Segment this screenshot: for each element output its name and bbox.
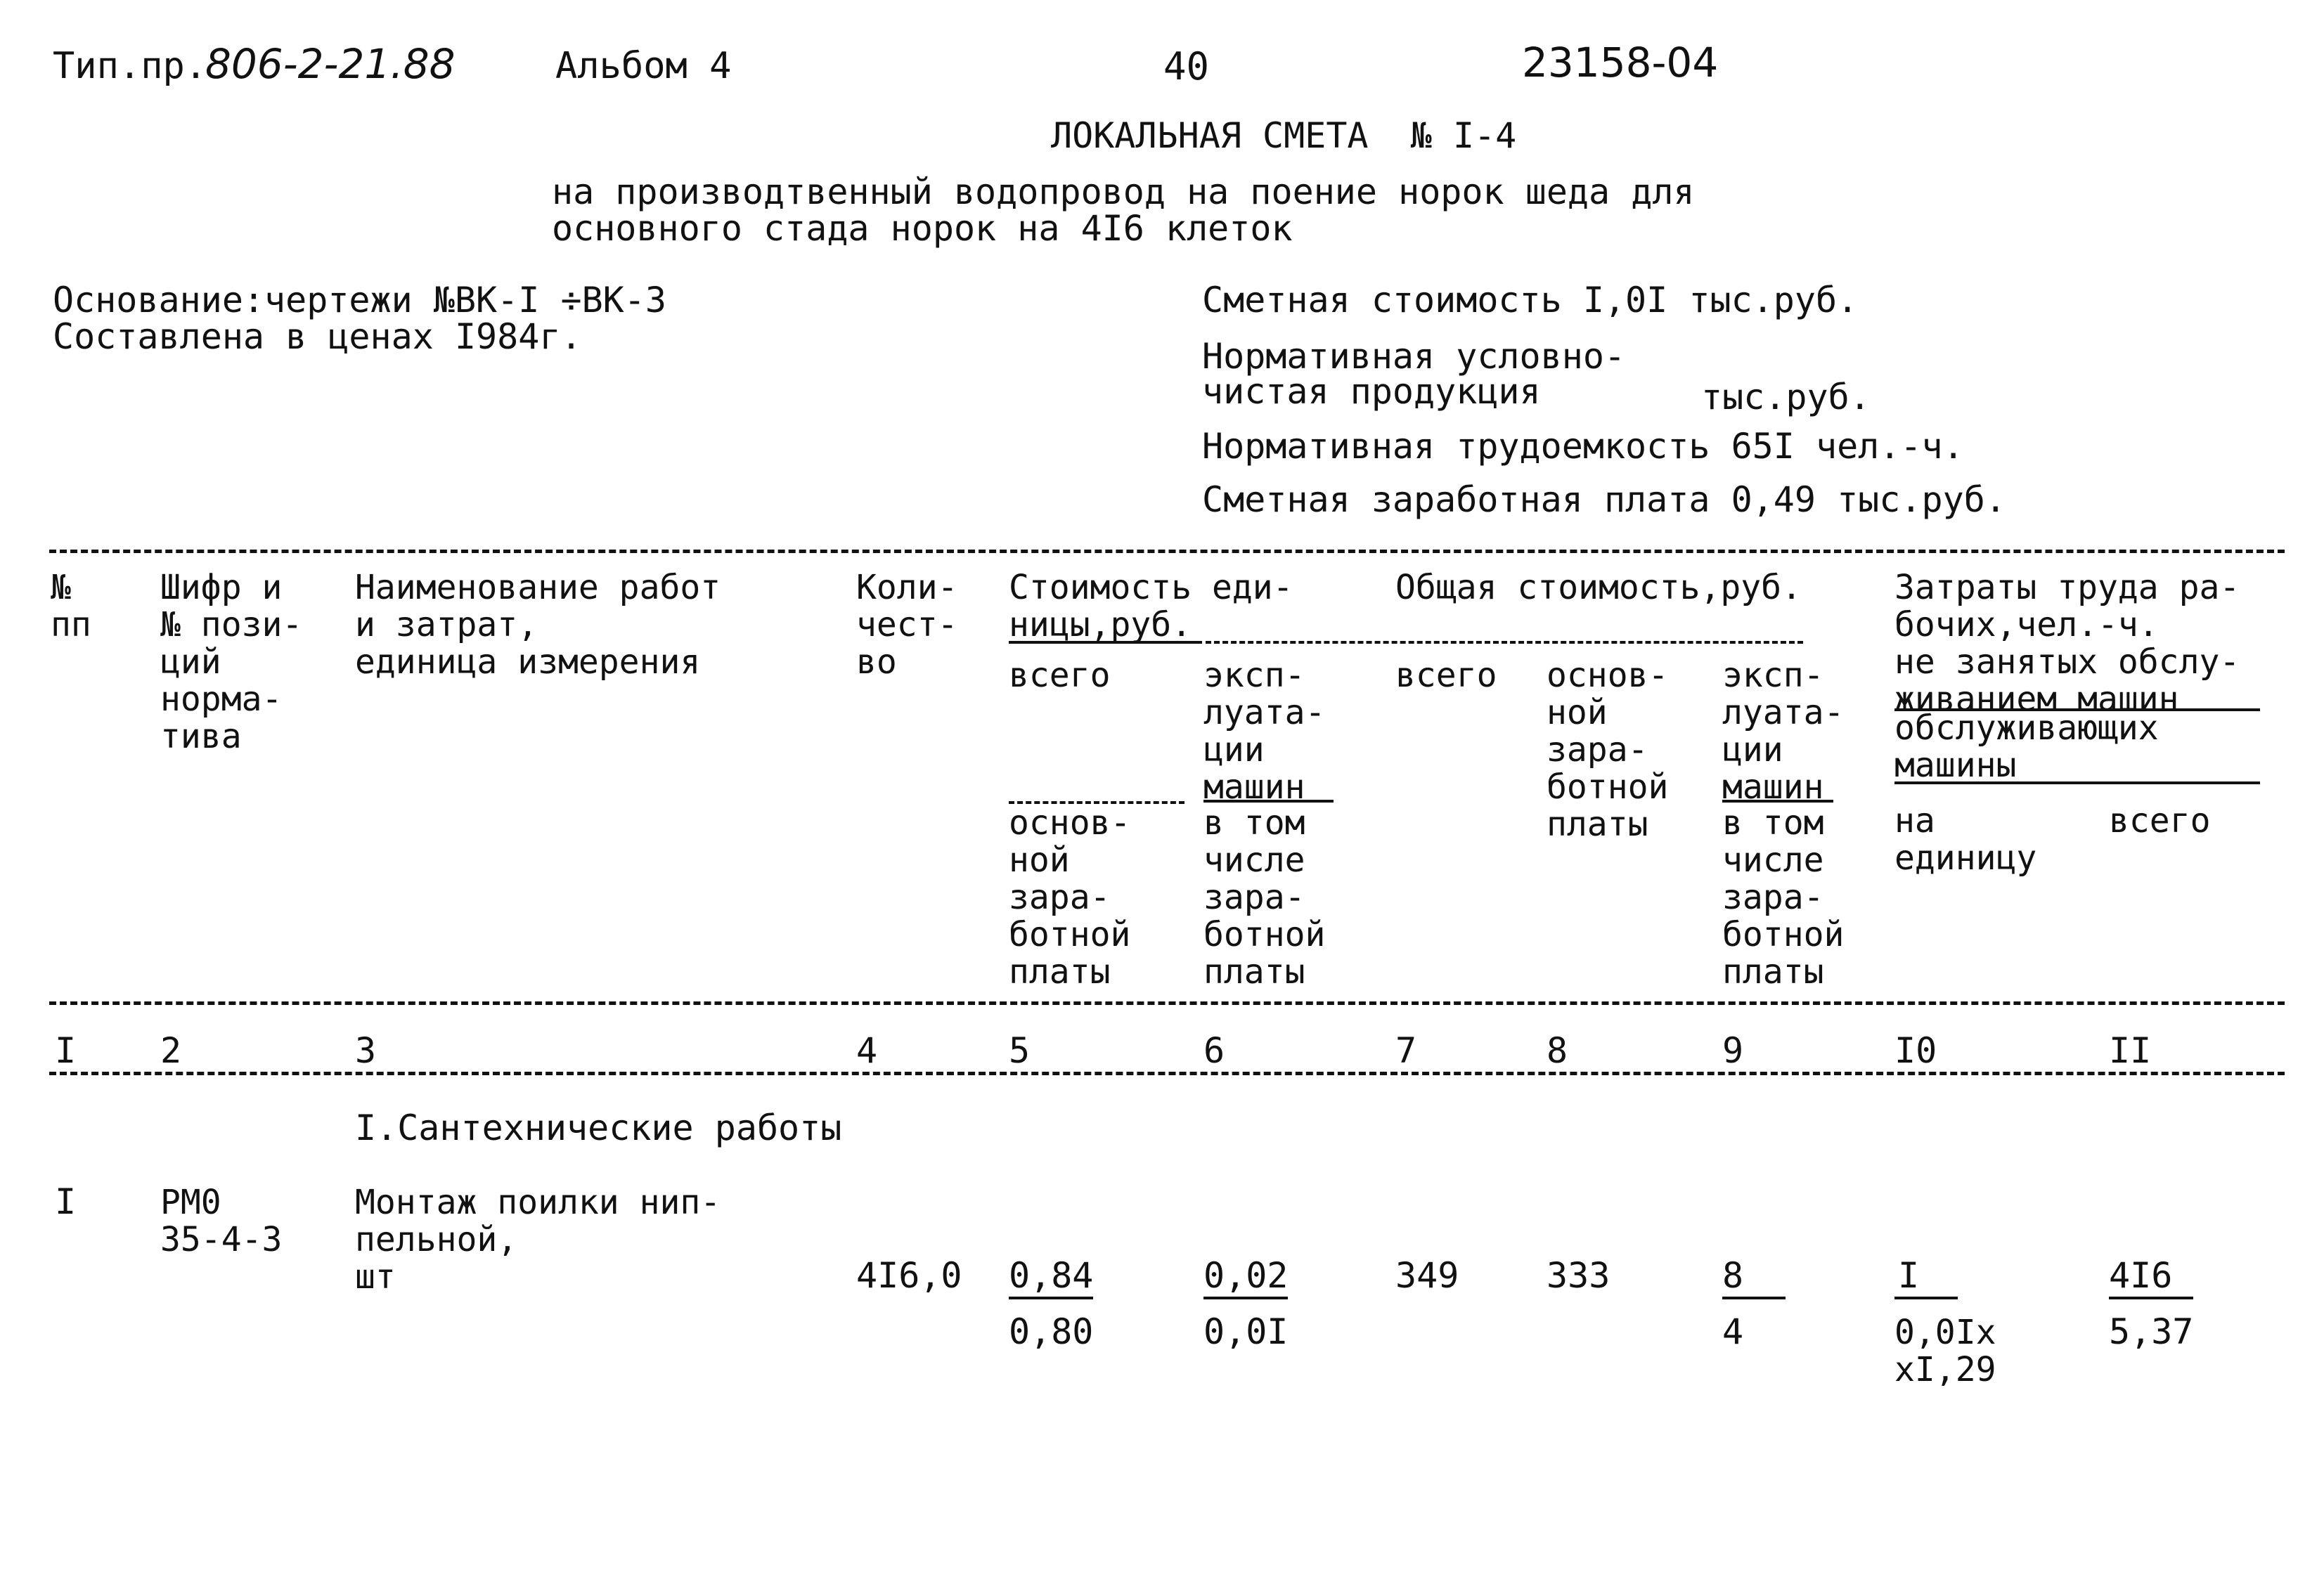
col-header-quantity: Коли- чест- во	[856, 568, 958, 682]
unit-machine-underline	[1203, 1297, 1288, 1299]
col-group-labor-machines: обслуживающих машины	[1894, 708, 2159, 785]
row-unit-machine: 0,02	[1203, 1255, 1289, 1296]
row-labor-total-top: 4I6	[2109, 1255, 2173, 1296]
row-total-machine: 8	[1722, 1255, 1744, 1296]
row-name: Монтаж поилки нип- пельной, шт	[355, 1183, 721, 1297]
column-number-rule	[49, 1072, 2285, 1075]
row-labor-total-bottom: 5,37	[2109, 1311, 2194, 1352]
estimated-wages: Сметная заработная плата 0,49 тыс.руб.	[1202, 479, 2006, 520]
col-header-total-wage: основ- ной зара- ботной платы	[1547, 656, 1669, 844]
net-product-line-1: Нормативная условно-	[1202, 336, 1626, 377]
col-number: 9	[1722, 1030, 1744, 1071]
row-unit-machine-wage: 0,0I	[1203, 1311, 1289, 1352]
page-number: 40	[1163, 44, 1210, 89]
row-unit-total: 0,84	[1009, 1255, 1094, 1296]
col-number: 6	[1203, 1030, 1225, 1071]
doc-code: 23158-04	[1522, 39, 1719, 86]
col-header-unit-machine: эксп- луата- ции машин	[1203, 656, 1326, 807]
col-number: 7	[1395, 1030, 1417, 1071]
col-header-unit-machine-wage: в том числе зара- ботной платы	[1203, 803, 1326, 992]
col-number: 4	[856, 1030, 878, 1071]
col-header-unit-wage: основ- ной зара- ботной платы	[1009, 803, 1131, 992]
col-number: 3	[355, 1030, 377, 1071]
col-header-total: всего	[1395, 656, 1497, 695]
col-number: II	[2109, 1030, 2152, 1071]
subtitle-line-1: на производтвенный водопровод на поение норок шеда для	[552, 171, 1695, 212]
unit-total-underline	[1009, 1297, 1093, 1299]
unit-cost-dash	[1206, 641, 1803, 644]
row-total: 349	[1395, 1255, 1459, 1296]
subtitle-line-2: основного стада норок на 4I6 клеток	[552, 208, 1293, 249]
col-header-code: Шифр и № пози- ций норма- тива	[160, 568, 303, 756]
total-machine-underline	[1722, 1297, 1786, 1299]
section-title: I.Сантехнические работы	[355, 1108, 842, 1148]
col-header-labor-unit: на единицу	[1894, 801, 2037, 878]
net-product-line-2: чистая продукция	[1202, 371, 1541, 412]
row-labor-unit-bottom: 0,0Ix xI,29	[1894, 1313, 1996, 1389]
col-header-name: Наименование работ и затрат, единица измерения	[355, 568, 721, 682]
col-header-number: № пп	[51, 568, 91, 644]
col-header-total-machine-wage: в том числе зара- ботной платы	[1722, 803, 1845, 992]
col-number: I	[55, 1030, 77, 1071]
page-title: ЛОКАЛЬНАЯ СМЕТА № I-4	[1051, 115, 1517, 156]
table-top-rule	[49, 550, 2285, 553]
col-group-total-cost: Общая стоимость,руб.	[1395, 568, 1802, 607]
labor-total-underline	[2109, 1297, 2193, 1299]
row-quantity: 4I6,0	[856, 1255, 962, 1296]
row-total-machine-wage: 4	[1722, 1311, 1744, 1352]
type-number: 806-2-21.88	[205, 40, 456, 88]
col-number: 2	[160, 1030, 182, 1071]
album-label: Альбом 4	[555, 45, 732, 87]
col-header-total-machine: эксп- луата- ции машин	[1722, 656, 1845, 807]
basis-line-2: Составлена в ценах I984г.	[53, 316, 582, 357]
col-number: 8	[1547, 1030, 1568, 1071]
c6-underline	[1203, 800, 1334, 803]
labor-unit-underline	[1894, 1297, 1958, 1299]
col-group-unit-cost: Стоимость еди- ницы,руб.	[1009, 568, 1293, 644]
row-total-wage: 333	[1547, 1255, 1610, 1296]
col-number: 5	[1009, 1030, 1031, 1071]
row-unit-wage: 0,80	[1009, 1311, 1094, 1352]
col-group-labor: Затраты труда ра- бочих,чел.-ч. не занятых обслу- живанием машин	[1894, 568, 2240, 719]
unit-cost-underline	[1009, 641, 1202, 644]
type-prefix: Тип.пр.	[53, 45, 207, 87]
col-number: I0	[1894, 1030, 1937, 1071]
c9-underline	[1722, 800, 1833, 803]
row-labor-unit-top: I	[1898, 1255, 1920, 1296]
labor-intensity: Нормативная трудоемкость 65I чел.-ч.	[1202, 426, 1964, 467]
labor-group-rule-2	[1894, 781, 2260, 784]
net-product-unit: тыс.руб.	[1701, 377, 1871, 417]
col-header-labor-total: всего	[2109, 801, 2211, 841]
row-code: РМ0 35-4-3	[160, 1183, 283, 1259]
estimated-cost: Сметная стоимость I,0I тыс.руб.	[1202, 280, 1859, 320]
header-bottom-rule	[49, 1001, 2285, 1005]
col-header-unit-total: всего	[1009, 656, 1111, 695]
row-number: I	[55, 1181, 77, 1222]
basis-line-1: Основание:чертежи №ВК-I ÷ВК-3	[53, 280, 666, 320]
